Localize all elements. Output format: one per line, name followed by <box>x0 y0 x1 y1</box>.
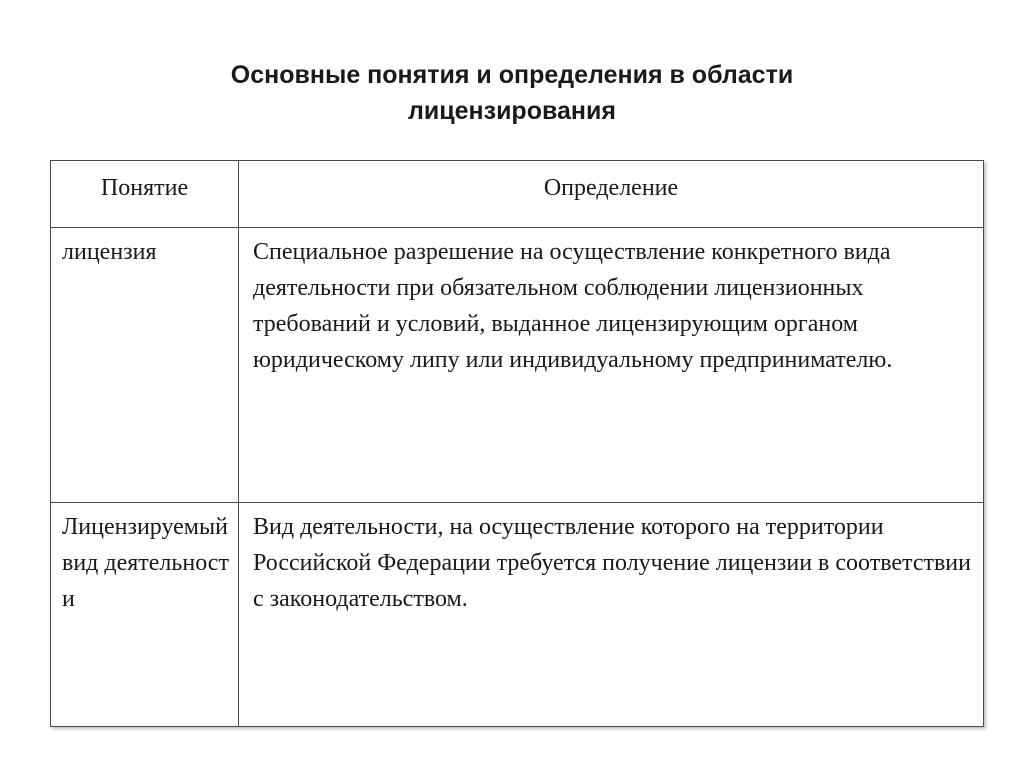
definition-text: Вид деятельности, на осуществление которого на территории Российской Федерации требуется получение лицензии в соответствии с законодательством. <box>253 514 971 612</box>
title-line-2: лицензирования <box>408 97 616 125</box>
term-text: Лицензируемый вид деятельности <box>62 514 229 612</box>
definition-text: Специальное разрешение на осуществление конкретного вида деятельности при обязательном соблюдении лицензионных требований и условий, выданное лицензирующим органом юридическому липу или индивидуальному предпринимателю. <box>253 239 893 373</box>
header-cell-definition <box>239 161 983 227</box>
term-cell <box>51 228 239 502</box>
slide-title <box>0 57 1024 129</box>
header-definition-label: Определение <box>543 175 679 201</box>
definitions-table <box>50 160 984 727</box>
definition-cell <box>239 503 983 726</box>
header-term-label: Понятие <box>100 175 189 201</box>
term-text: лицензия <box>62 239 157 265</box>
term-cell <box>51 503 239 726</box>
table-row <box>51 228 983 503</box>
table-row <box>51 503 983 726</box>
table-header-row <box>51 161 983 228</box>
title-line-1: Основные понятия и определения в области <box>230 61 794 89</box>
definition-cell <box>239 228 983 502</box>
header-cell-term <box>51 161 239 227</box>
